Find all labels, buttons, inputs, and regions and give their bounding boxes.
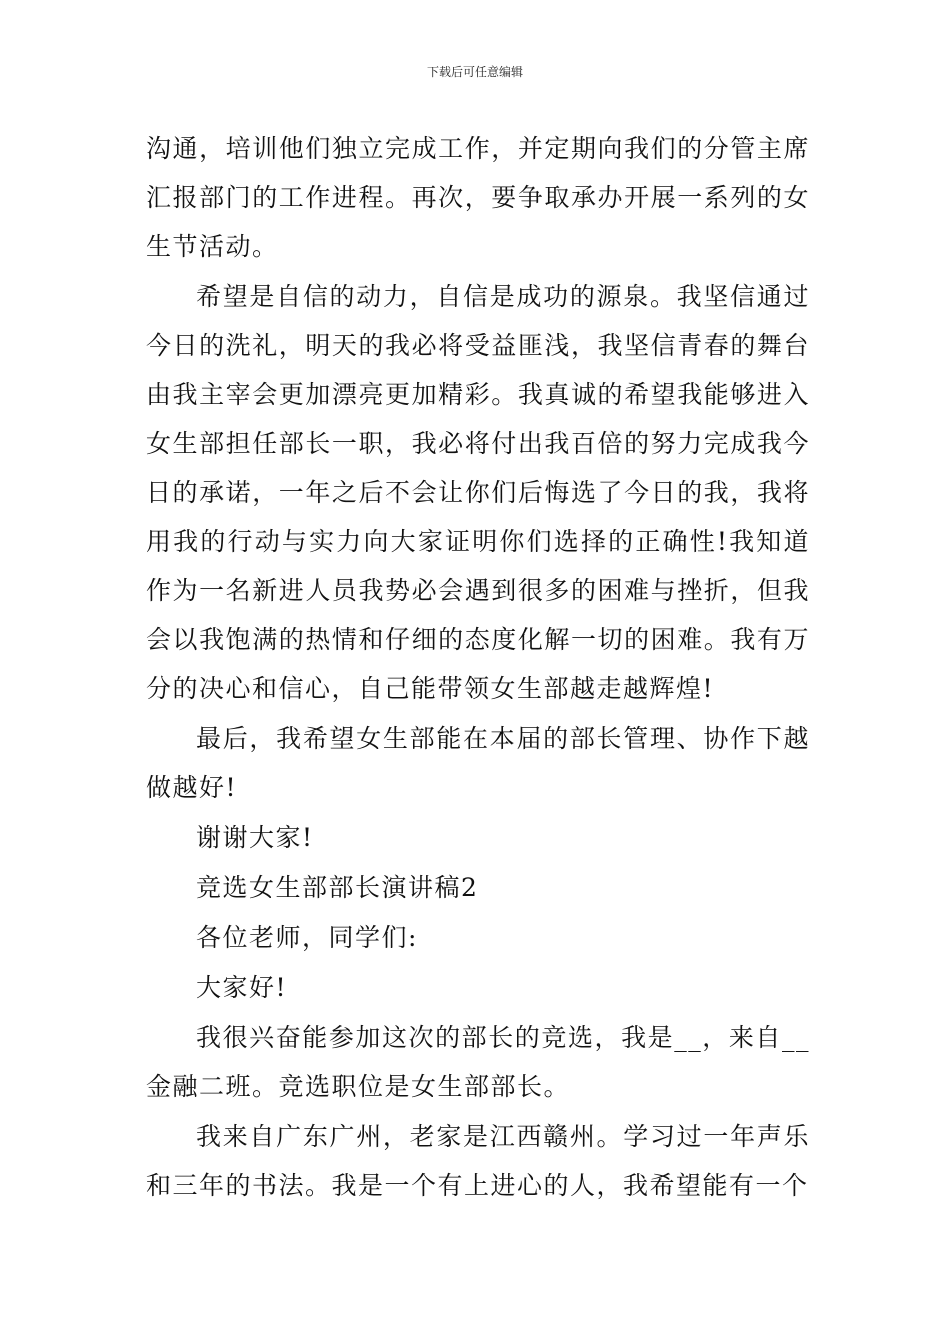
section-title: 竞选女生部部长演讲稿2 — [196, 873, 479, 902]
paragraph-intro: 我很兴奋能参加这次的部长的竞选，我是__，来自__金融二班。竞选职位是女生部部长。 — [146, 1023, 810, 1101]
paragraph-greeting: 大家好! — [196, 973, 288, 1002]
paragraph-closing: 最后，我希望女生部能在本届的部长管理、协作下越做越好! — [146, 724, 810, 802]
paragraph-background: 我来自广东广州，老家是江西赣州。学习过一年声乐和三年的书法。我是一个有上进心的人，我希望能有一个 — [146, 1122, 810, 1200]
paragraph-salutation: 各位老师，同学们: — [196, 923, 418, 952]
document-body — [146, 124, 810, 1210]
paragraph-continuation: 沟通，培训他们独立完成工作，并定期向我们的分管主席汇报部门的工作进程。再次，要争取承办开展一系列的女生节活动。 — [146, 134, 810, 261]
paragraph-hope: 希望是自信的动力，自信是成功的源泉。我坚信通过今日的洗礼，明天的我必将受益匪浅，我坚信青春的舞台由我主宰会更加漂亮更加精彩。我真诚的希望我能够进入女生部担任部长一职，我必将付出我百倍的努力完成我今日的承诺，一年之后不会让你们后悔选了今日的我，我将用我的行动与实力向大家证明你们选择的正确性!我知道作为一名新进人员我势必会遇到很多的困难与挫折，但我会以我饱满的热情和仔细的态度化解一切的困难。我有万分的决心和信心，自己能带领女生部越走越辉煌! — [146, 282, 810, 703]
page-header-note: 下载后可任意编辑 — [426, 65, 523, 79]
paragraph-thanks: 谢谢大家! — [196, 823, 314, 852]
